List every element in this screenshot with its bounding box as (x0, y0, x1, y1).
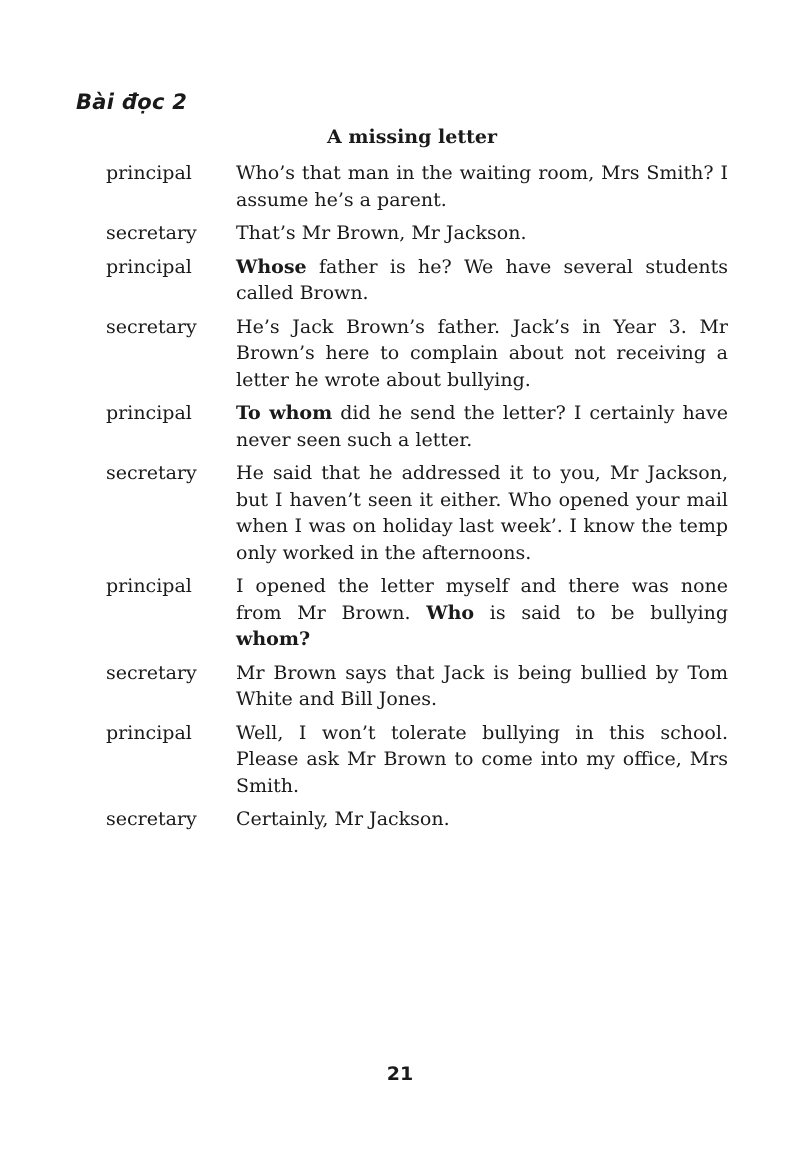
dialogue-turn (106, 160, 728, 213)
speech-line (236, 254, 728, 307)
dialogue-turn (106, 314, 728, 394)
emphasized-word: To whom (236, 402, 333, 424)
speech-text: Certainly, Mr Jackson. (236, 808, 450, 830)
speech-text: is said to be bullying (474, 601, 728, 624)
speech-line (236, 806, 728, 833)
dialogue-turn (106, 573, 728, 653)
speech-text: He’s Jack Brown’s father. Jack’s in Year 3. Mr Brown’s here to complain about not receiving a letter he wrote about bullying. (236, 315, 728, 391)
emphasized-word: Who (426, 601, 475, 624)
speaker-label: secretary (106, 661, 197, 684)
speaker-label: principal (106, 162, 192, 184)
emphasized-word: Whose (236, 255, 307, 278)
speech-text: Well, I won’t tolerate bullying in this school. Please ask Mr Brown to come into my office, Mrs Smith. (236, 721, 728, 797)
speech-line (236, 573, 728, 653)
speech-line (236, 400, 728, 453)
speaker-label: principal (106, 721, 192, 744)
speaker-label: secretary (106, 222, 197, 244)
speech-line (236, 314, 728, 394)
speech-text: did he send the letter? I certainly have never seen such a letter. (236, 402, 728, 451)
speech-line (236, 160, 728, 213)
dialogue-turn (106, 460, 728, 566)
speech-line (236, 660, 728, 713)
dialogue-turn (106, 220, 728, 247)
speaker-label: secretary (106, 315, 197, 338)
speech-text: Mr Brown says that Jack is being bullied by Tom White and Bill Jones. (236, 661, 728, 710)
speech-line (236, 460, 728, 566)
dialogue-turn (106, 400, 728, 453)
page-number: 21 (386, 1063, 414, 1085)
section-heading: Bài đọc 2 (76, 90, 188, 114)
speaker-label: secretary (106, 462, 197, 484)
speech-text: He said that he addressed it to you, Mr Jackson, but I haven’t seen it either. Who opened your mail when I was on holiday last week’. I know the temp only worked in the afternoons. (236, 462, 728, 564)
speech-text: That’s Mr Brown, Mr Jackson. (236, 222, 527, 244)
speech-text: I opened the letter myself and there was none from Mr Brown. (236, 575, 728, 624)
dialogue (106, 160, 728, 840)
emphasized-word: whom? (236, 628, 311, 650)
speech-line (236, 220, 728, 247)
speaker-label: principal (106, 255, 192, 278)
speech-line (236, 720, 728, 800)
reading-title: A missing letter (327, 126, 497, 148)
speech-text: Who’s that man in the waiting room, Mrs Smith? I assume he’s a parent. (236, 162, 728, 211)
dialogue-turn (106, 806, 728, 833)
speaker-label: principal (106, 402, 192, 424)
speaker-label: secretary (106, 808, 197, 830)
dialogue-turn (106, 660, 728, 713)
dialogue-turn (106, 720, 728, 800)
speaker-label: principal (106, 575, 192, 597)
speech-text: father is he? We have several students called Brown. (236, 255, 728, 304)
dialogue-turn (106, 254, 728, 307)
